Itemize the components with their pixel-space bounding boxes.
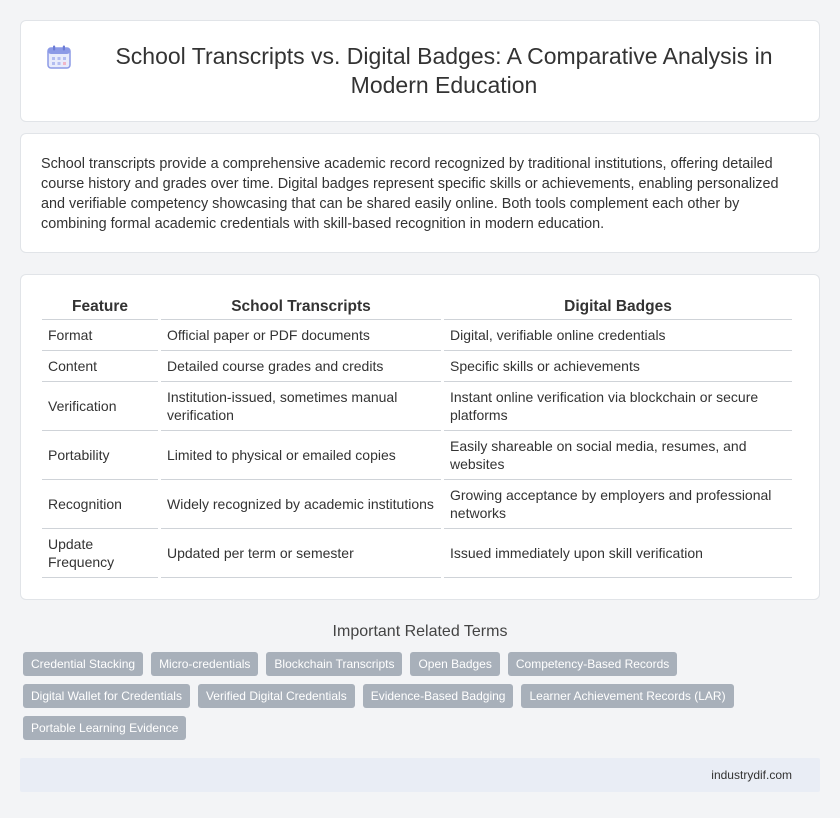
transcript-cell: Widely recognized by academic institutions	[161, 480, 441, 529]
comparison-card	[20, 274, 820, 600]
badge-cell: Digital, verifiable online credentials	[444, 320, 792, 351]
table-row	[42, 351, 792, 382]
feature-cell: Content	[42, 351, 158, 382]
tag-evidence-based-badging[interactable]: Evidence-Based Badging	[363, 684, 514, 708]
feature-cell: Recognition	[42, 480, 158, 529]
table-row	[42, 382, 792, 431]
comparison-table	[39, 295, 795, 578]
badge-cell: Instant online verification via blockchain or secure platforms	[444, 382, 792, 431]
badge-cell: Issued immediately upon skill verification	[444, 529, 792, 578]
table-row	[42, 529, 792, 578]
transcript-cell: Limited to physical or emailed copies	[161, 431, 441, 480]
tag-portable-learning-evidence[interactable]: Portable Learning Evidence	[23, 716, 186, 740]
tag-micro-credentials[interactable]: Micro-credentials	[151, 652, 258, 676]
intro-card	[20, 133, 820, 253]
transcript-cell: Updated per term or semester	[161, 529, 441, 578]
table-header-row	[42, 295, 792, 320]
feature-cell: Verification	[42, 382, 158, 431]
feature-cell: Update Frequency	[42, 529, 158, 578]
badge-cell: Growing acceptance by employers and professional networks	[444, 480, 792, 529]
header-school-transcripts: School Transcripts	[161, 295, 441, 320]
header-inner	[46, 42, 794, 100]
header-digital-badges: Digital Badges	[444, 295, 792, 320]
footer	[20, 758, 820, 792]
transcript-cell: Institution-issued, sometimes manual verification	[161, 382, 441, 431]
tag-credential-stacking[interactable]: Credential Stacking	[23, 652, 143, 676]
tag-learner-achievement-records[interactable]: Learner Achievement Records (LAR)	[521, 684, 733, 708]
table-row	[42, 480, 792, 529]
tag-competency-based-records[interactable]: Competency-Based Records	[508, 652, 677, 676]
intro-text: School transcripts provide a comprehensive academic record recognized by traditional institutions, offering detailed course history and grades over time. Digital badges represent specific skills or achievements, enabling personalized and verifiable competency showcasing that can be shared easily online. Both tools complement each other by combining formal academic credentials with skill-based recognition in modern education.	[41, 156, 779, 232]
tag-verified-digital-credentials[interactable]: Verified Digital Credentials	[198, 684, 355, 708]
header-card	[20, 20, 820, 122]
footer-site-link[interactable]: industrydif.com	[711, 768, 792, 782]
related-terms-tags	[23, 652, 783, 748]
transcript-cell: Official paper or PDF documents	[161, 320, 441, 351]
calendar-icon	[46, 44, 72, 70]
table-row	[42, 320, 792, 351]
tag-digital-wallet[interactable]: Digital Wallet for Credentials	[23, 684, 190, 708]
table-row	[42, 431, 792, 480]
related-terms-title: Important Related Terms	[332, 623, 508, 640]
feature-cell: Format	[42, 320, 158, 351]
page-title: School Transcripts vs. Digital Badges: A Comparative Analysis in Modern Education	[115, 43, 773, 98]
header-feature: Feature	[42, 295, 158, 320]
tag-blockchain-transcripts[interactable]: Blockchain Transcripts	[266, 652, 402, 676]
tag-open-badges[interactable]: Open Badges	[410, 652, 499, 676]
feature-cell: Portability	[42, 431, 158, 480]
badge-cell: Specific skills or achievements	[444, 351, 792, 382]
badge-cell: Easily shareable on social media, resumes, and websites	[444, 431, 792, 480]
transcript-cell: Detailed course grades and credits	[161, 351, 441, 382]
